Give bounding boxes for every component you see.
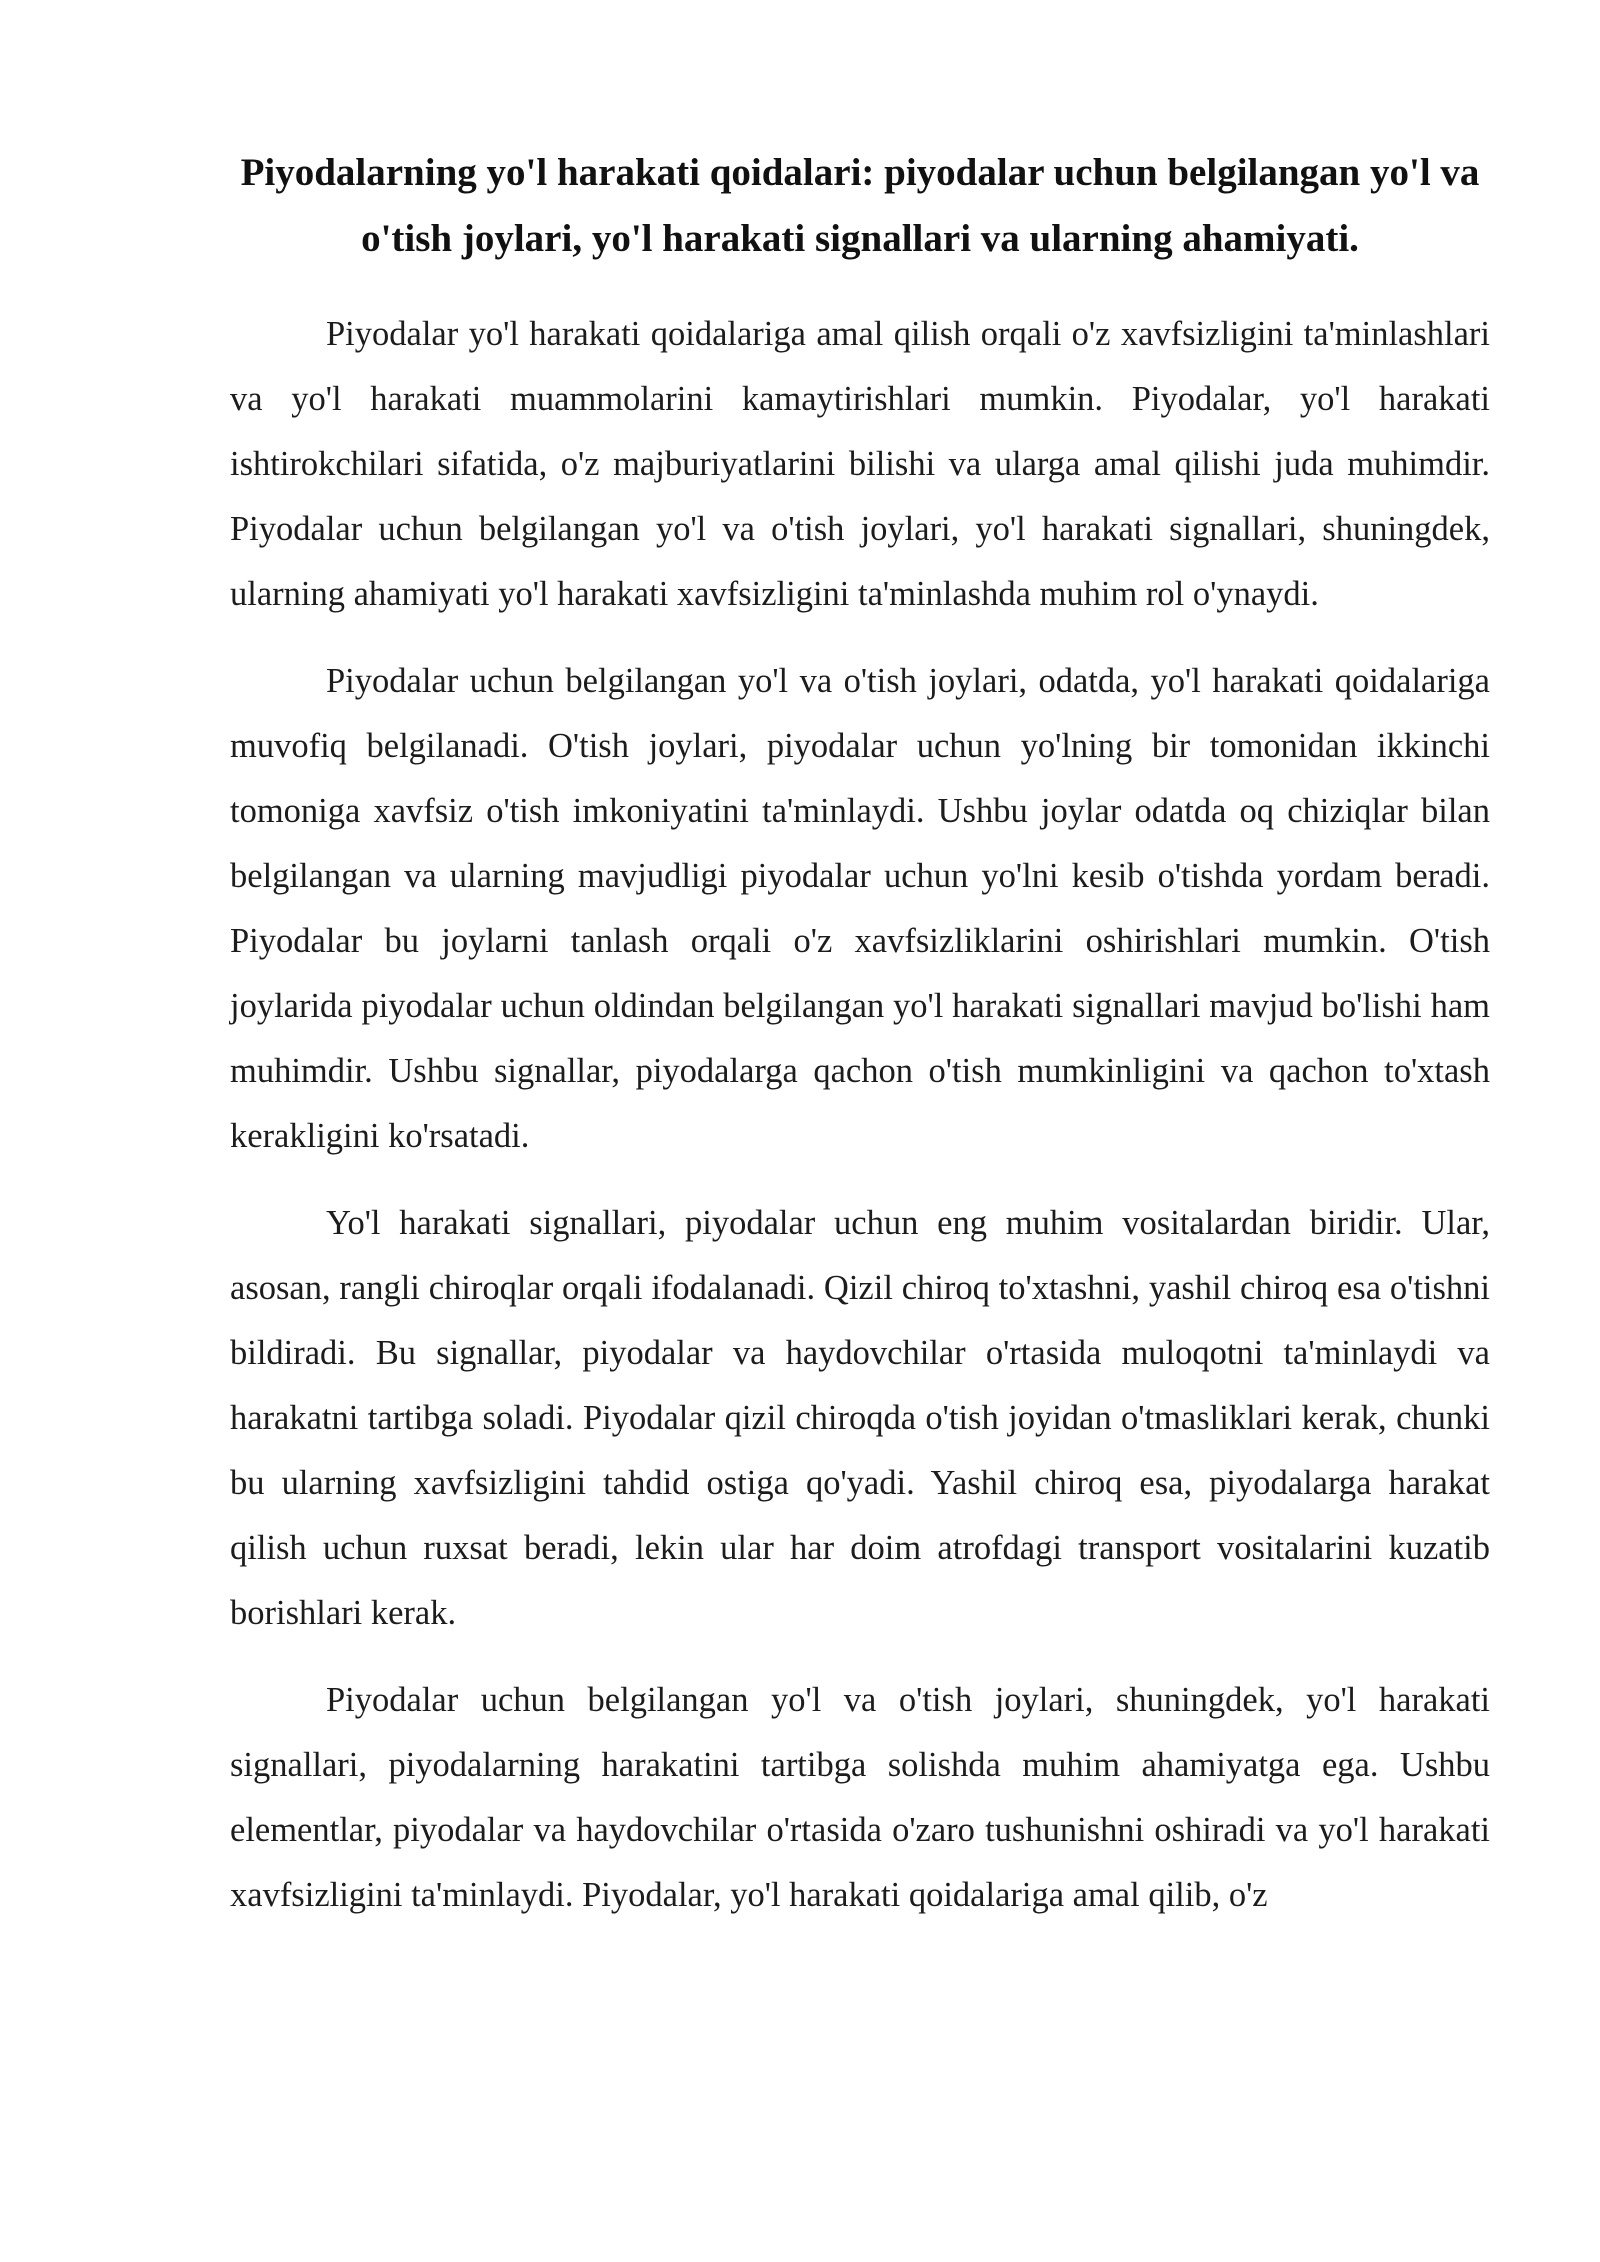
document-title: Piyodalarning yo'l harakati qoidalari: piyodalar uchun belgilangan yo'l va o'tish joylari, yo'l harakati signallari va ularning ahamiyati.: [240, 151, 1480, 260]
paragraph-4: Piyodalar uchun belgilangan yo'l va o'tish joylari, shuningdek, yo'l harakati signallari, piyodalarning harakatini tartibga solishda muhim ahamiyatga ega. Ushbu elementlar, piyodalar va haydovchilar o'rtasida o'zaro tushunishni oshiradi va yo'l harakati xavfsizligini ta'minlaydi. Piyodalar, yo'l harakati qoidalariga amal qilib, o'z: [230, 1681, 1490, 1914]
document-body: [230, 140, 1490, 1950]
paragraph-2: Piyodalar uchun belgilangan yo'l va o'tish joylari, odatda, yo'l harakati qoidalariga muvofiq belgilanadi. O'tish joylari, piyodalar uchun yo'lning bir tomonidan ikkinchi tomoniga xavfsiz o'tish imkoniyatini ta'minlaydi. Ushbu joylar odatda oq chiziqlar bilan belgilangan va ularning mavjudligi piyodalar uchun yo'lni kesib o'tishda yordam beradi. Piyodalar bu joylarni tanlash orqali o'z xavfsizliklarini oshirishlari mumkin. O'tish joylarida piyodalar uchun oldindan belgilangan yo'l harakati signallari mavjud bo'lishi ham muhimdir. Ushbu signallar, piyodalarga qachon o'tish mumkinligini va qachon to'xtash kerakligini ko'rsatadi.: [230, 662, 1490, 1155]
paragraph-3: Yo'l harakati signallari, piyodalar uchun eng muhim vositalardan biridir. Ular, asosan, rangli chiroqlar orqali ifodalanadi. Qizil chiroq to'xtashni, yashil chiroq esa o'tishni bildiradi. Bu signallar, piyodalar va haydovchilar o'rtasida muloqotni ta'minlaydi va harakatni tartibga soladi. Piyodalar qizil chiroqda o'tish joyidan o'tmasliklari kerak, chunki bu ularning xavfsizligini tahdid ostiga qo'yadi. Yashil chiroq esa, piyodalarga harakat qilish uchun ruxsat beradi, lekin ular har doim atrofdagi transport vositalarini kuzatib borishlari kerak.: [230, 1204, 1490, 1632]
paragraph-1: Piyodalar yo'l harakati qoidalariga amal qilish orqali o'z xavfsizligini ta'minlashlari va yo'l harakati muammolarini kamaytirishlari mumkin. Piyodalar, yo'l harakati ishtirokchilari sifatida, o'z majburiyatlarini bilishi va ularga amal qilishi juda muhimdir. Piyodalar uchun belgilangan yo'l va o'tish joylari, yo'l harakati signallari, shuningdek, ularning ahamiyati yo'l harakati xavfsizligini ta'minlashda muhim rol o'ynaydi.: [230, 315, 1490, 613]
